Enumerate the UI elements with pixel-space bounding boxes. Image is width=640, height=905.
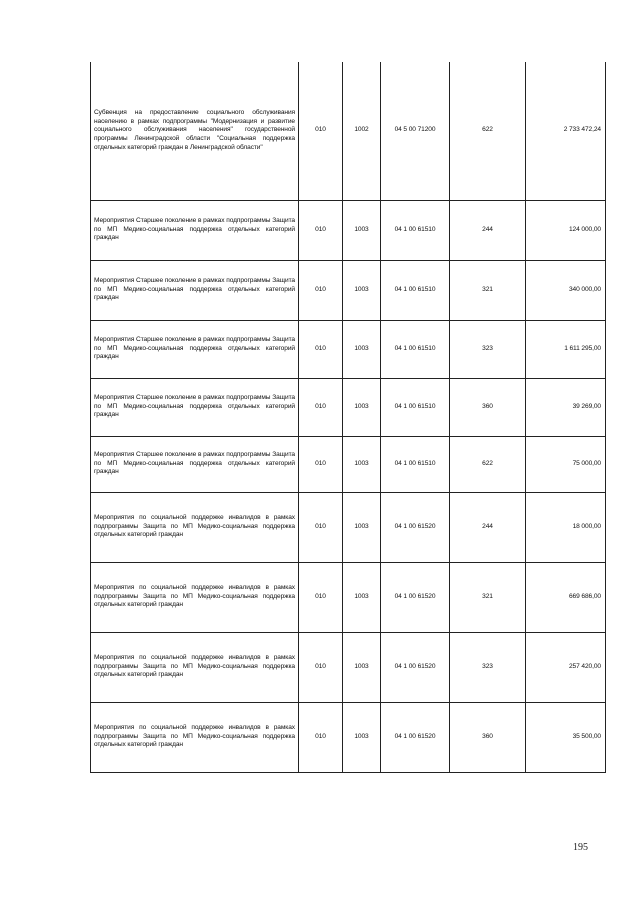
row-expense-type: 323 [450, 320, 526, 378]
row-description: Мероприятия по социальной поддержке инвалидов в рамках подпрограммы Защита по МП Медико-социальная поддержка отдельных категорий граждан [91, 492, 299, 562]
row-description: Мероприятия Старшее поколение в рамках подпрограммы Защита по МП Медико-социальная поддержка отдельных категорий граждан [91, 260, 299, 320]
row-target-code: 04 1 00 61520 [381, 702, 450, 772]
budget-table [90, 62, 606, 773]
row-expense-type: 321 [450, 562, 526, 632]
row-amount: 669 686,00 [526, 562, 606, 632]
row-amount: 35 500,00 [526, 702, 606, 772]
row-amount: 75 000,00 [526, 436, 606, 492]
table-row [91, 62, 606, 200]
row-description: Мероприятия Старшее поколение в рамках подпрограммы Защита по МП Медико-социальная поддержка отдельных категорий граждан [91, 200, 299, 260]
row-target-code: 04 1 00 61520 [381, 492, 450, 562]
table-row [91, 378, 606, 436]
table-row [91, 702, 606, 772]
row-section-code: 1003 [343, 378, 381, 436]
row-target-code: 04 1 00 61510 [381, 378, 450, 436]
row-amount: 18 000,00 [526, 492, 606, 562]
table-row [91, 260, 606, 320]
row-section-code: 1003 [343, 436, 381, 492]
row-section-code: 1003 [343, 200, 381, 260]
row-expense-type: 360 [450, 702, 526, 772]
row-admin-code: 010 [299, 62, 343, 200]
row-description: Мероприятия Старшее поколение в рамках подпрограммы Защита по МП Медико-социальная поддержка отдельных категорий граждан [91, 436, 299, 492]
row-target-code: 04 5 00 71200 [381, 62, 450, 200]
row-amount: 2 733 472,24 [526, 62, 606, 200]
row-admin-code: 010 [299, 562, 343, 632]
row-amount: 39 269,00 [526, 378, 606, 436]
page-number: 195 [573, 842, 588, 853]
row-expense-type: 244 [450, 492, 526, 562]
row-target-code: 04 1 00 61510 [381, 260, 450, 320]
row-target-code: 04 1 00 61520 [381, 632, 450, 702]
table-body [91, 62, 606, 772]
row-admin-code: 010 [299, 200, 343, 260]
row-target-code: 04 1 00 61510 [381, 320, 450, 378]
table-row [91, 320, 606, 378]
row-description: Субвенция на предоставление социального обслуживания населению в рамках подпрограммы "Модернизация и развитие социального обслуживания населения" государственной программы Ленинградской области "Социальная поддержка отдельных категорий граждан в Ленинградской области" [91, 62, 299, 200]
row-admin-code: 010 [299, 436, 343, 492]
row-target-code: 04 1 00 61510 [381, 436, 450, 492]
row-amount: 1 611 295,00 [526, 320, 606, 378]
row-section-code: 1003 [343, 492, 381, 562]
row-target-code: 04 1 00 61520 [381, 562, 450, 632]
row-amount: 257 420,00 [526, 632, 606, 702]
row-description: Мероприятия Старшее поколение в рамках подпрограммы Защита по МП Медико-социальная поддержка отдельных категорий граждан [91, 320, 299, 378]
row-section-code: 1003 [343, 702, 381, 772]
table-row [91, 436, 606, 492]
row-admin-code: 010 [299, 320, 343, 378]
row-amount: 124 000,00 [526, 200, 606, 260]
table-row [91, 632, 606, 702]
row-description: Мероприятия Старшее поколение в рамках подпрограммы Защита по МП Медико-социальная поддержка отдельных категорий граждан [91, 378, 299, 436]
row-description: Мероприятия по социальной поддержке инвалидов в рамках подпрограммы Защита по МП Медико-социальная поддержка отдельных категорий граждан [91, 702, 299, 772]
row-section-code: 1002 [343, 62, 381, 200]
row-expense-type: 323 [450, 632, 526, 702]
row-expense-type: 321 [450, 260, 526, 320]
row-admin-code: 010 [299, 632, 343, 702]
row-section-code: 1003 [343, 632, 381, 702]
row-expense-type: 622 [450, 62, 526, 200]
row-description: Мероприятия по социальной поддержке инвалидов в рамках подпрограммы Защита по МП Медико-социальная поддержка отдельных категорий граждан [91, 562, 299, 632]
row-expense-type: 622 [450, 436, 526, 492]
row-admin-code: 010 [299, 378, 343, 436]
row-section-code: 1003 [343, 562, 381, 632]
row-section-code: 1003 [343, 260, 381, 320]
row-section-code: 1003 [343, 320, 381, 378]
row-expense-type: 360 [450, 378, 526, 436]
row-amount: 340 000,00 [526, 260, 606, 320]
row-admin-code: 010 [299, 702, 343, 772]
row-admin-code: 010 [299, 260, 343, 320]
row-admin-code: 010 [299, 492, 343, 562]
table-row [91, 492, 606, 562]
table-row [91, 562, 606, 632]
row-description: Мероприятия по социальной поддержке инвалидов в рамках подпрограммы Защита по МП Медико-социальная поддержка отдельных категорий граждан [91, 632, 299, 702]
row-expense-type: 244 [450, 200, 526, 260]
table-row [91, 200, 606, 260]
row-target-code: 04 1 00 61510 [381, 200, 450, 260]
